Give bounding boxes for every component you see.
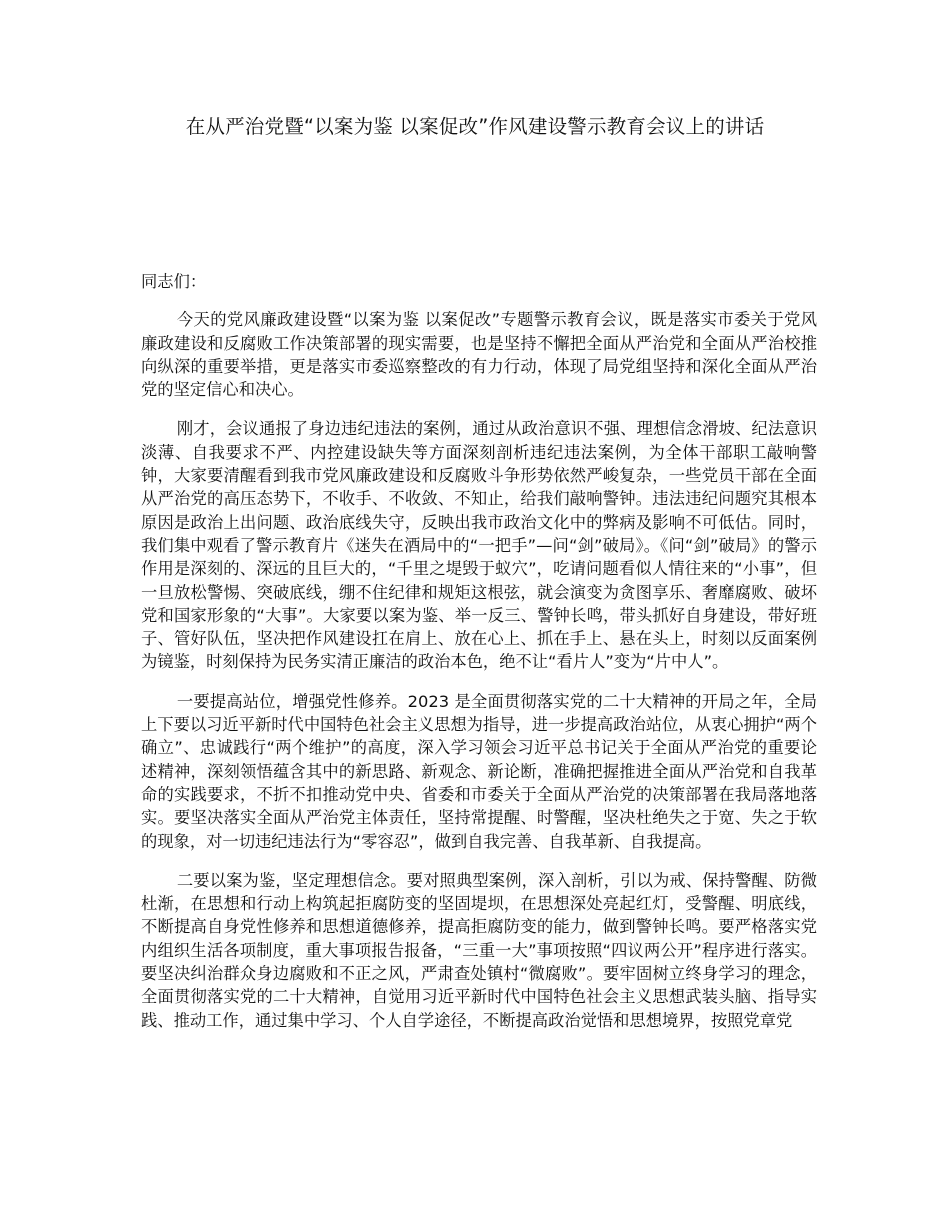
paragraph-point-two: 二要以案为鉴，坚定理想信念。要对照典型案例，深入剖析，引以为戒、保持警醒、防微杜渐，在思想和行动上构筑起拒腐防变的坚固堤坝，在思想深处亮起红灯，受警醒、明底线，不断提高自身党性修养和思想道德修养，提高拒腐防变的能力，做到警钟长鸣。要严格落实党内组织生活各项制度，重大事项报告报备，“三重一大”事项按照“四议两公开”程序进行落实。要坚决纠治群众身边腐败和不正之风，严肃查处镇村“微腐败”。要牢固树立终身学习的理念，全面贯彻落实党的二十大精神，自觉用习近平新时代中国特色社会主义思想武装头脑、指导实践、推动工作，通过集中学习、个人自学途径，不断提高政治觉悟和思想境界，按照党章党 [141,870,817,1030]
salutation: 同志们： [141,272,207,291]
paragraph-opening: 今天的党风廉政建设暨“以案为鉴 以案促改”专题警示教育会议，既是落实市委关于党风廉政建设和反腐败工作决策部署的现实需要，也是坚持不懈把全面从严治党和全面从严治校推向纵深的重要举措，更是落实市委巡察整改的有力行动，体现了局党组坚持和深化全面从严治党的坚定信心和决心。 [141,310,817,400]
document-body [141,270,817,1048]
paragraph-point-one: 一要提高站位，增强党性修养。2023 是全面贯彻落实党的二十大精神的开局之年，全局上下要以习近平新时代中国特色社会主义思想为指导，进一步提高政治站位，从衷心拥护“两个确立”、忠诚践行“两个维护”的高度，深入学习领会习近平总书记关于全面从严治党的重要论述精神，深刻领悟蕴含其中的新思路、新观念、新论断，准确把握推进全面从严治党和自我革命的实践要求，不折不扣推动党中央、省委和市委关于全面从严治党的决策部署在我局落地落实。要坚决落实全面从严治党主体责任，坚持常提醒、时警醒，坚决杜绝失之于宽、失之于软的现象，对一切违纪违法行为“零容忍”，做到自我完善、自我革新、自我提高。 [141,691,817,851]
paragraph-case-review: 刚才，会议通报了身边违纪违法的案例，通过从政治意识不强、理想信念滑坡、纪法意识淡薄、自我要求不严、内控建设缺失等方面深刻剖析违纪违法案例，为全体干部职工敲响警钟，大家要清醒看到我市党风廉政建设和反腐败斗争形势依然严峻复杂，一些党员干部在全面从严治党的高压态势下，不收手、不收敛、不知止，给我们敲响警钟。违法违纪问题究其根本原因是政治上出问题、政治底线失守，反映出我市政治文化中的弊病及影响不可低估。同时，我们集中观看了警示教育片《迷失在酒局中的“一把手”—问“剑”破局》。《问“剑”破局》的警示作用是深刻的、深远的且巨大的，“千里之堤毁于蚁穴”，吃请问题看似人情往来的“小事”，但一旦放松警惕、突破底线，绷不住纪律和规矩这根弦，就会演变为贪图享乐、奢靡腐败、破坏党和国家形象的“大事”。大家要以案为鉴、举一反三、警钟长鸣，带头抓好自身建设，带好班子、管好队伍，坚决把作风建设扛在肩上、放在心上、抓在手上、悬在头上，时刻以反面案例为镜鉴，时刻保持为民务实清正廉洁的政治本色，绝不让“看片人”变为“片中人”。 [141,419,817,672]
document-title: 在从严治党暨“以案为鉴 以案促改”作风建设警示教育会议上的讲话 [185,115,765,138]
